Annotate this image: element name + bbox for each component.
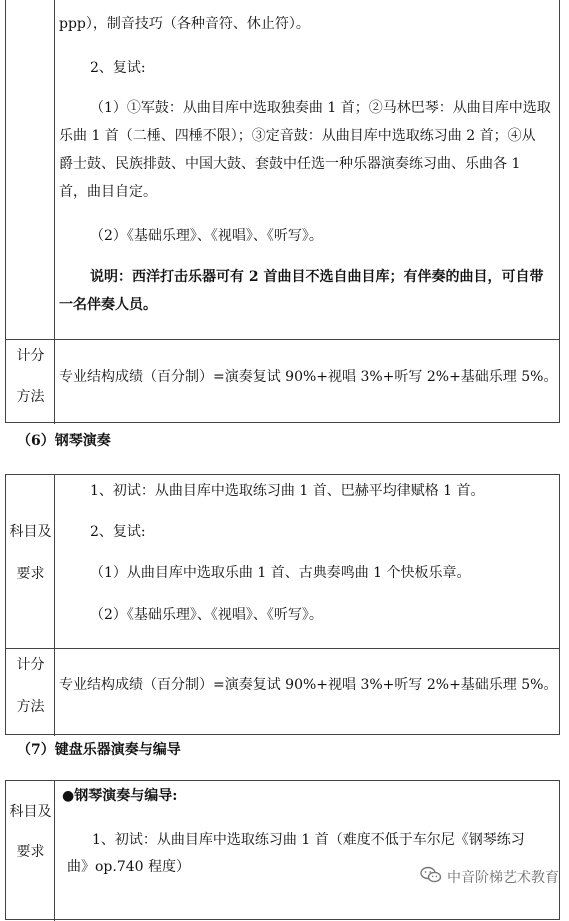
score-row <box>6 339 559 424</box>
requirements-row <box>6 0 559 339</box>
note-line-1: 说明：西洋打击乐器可有 2 首曲目不选自曲目库；有伴奏的曲目，可自带 <box>90 269 544 285</box>
retest-item-2: （2）《基础乐理》、《视唱》、《听写》。 <box>90 607 323 623</box>
requirements-label-cell <box>6 781 55 921</box>
retest-item-1: （1）从曲目库中选取乐曲 1 首、古典奏鸣曲 1 个快板乐章。 <box>90 565 471 581</box>
section6-heading: （6）钢琴演奏 <box>17 433 111 449</box>
sub-heading: ●钢琴演奏与编导: <box>62 788 178 804</box>
retest-item-1-line-4: 首，曲目自定。 <box>59 184 157 200</box>
retest-heading: 2、复试: <box>90 60 146 76</box>
score-text: 专业结构成绩（百分制）=演奏复试 90%+视唱 3%+听写 2%+基础乐理 5%。 <box>59 677 558 693</box>
watermark <box>420 866 559 888</box>
retest-heading: 2、复试: <box>90 524 146 540</box>
score-label-line-1: 计分 <box>16 657 45 673</box>
watermark-text: 中音阶梯艺术教育 <box>447 870 559 886</box>
initial-test-line-1: 1、初试：从曲目库中选取练习曲 1 首（难度不低于车尔尼《钢琴练习 <box>92 832 525 848</box>
subject-label-line-1: 科目及 <box>9 804 52 820</box>
retest-item-1-line-3: 爵士鼓、民族排鼓、中国大鼓、套鼓中任选一种乐器演奏练习曲、乐曲各 1 <box>59 156 521 172</box>
requirements-text: ppp），制音技巧（各种音符、休止符）。 <box>59 16 310 32</box>
score-label-line-2: 方法 <box>16 699 45 715</box>
score-text: 专业结构成绩（百分制）=演奏复试 90%+视唱 3%+听写 2%+基础乐理 5%。 <box>59 369 558 385</box>
subject-label-line-2: 要求 <box>16 566 45 582</box>
subject-label-line-2: 要求 <box>16 844 45 860</box>
score-label-cell <box>6 649 55 736</box>
initial-test-line-2: 曲》op.740 程度） <box>67 859 191 875</box>
wechat-icon <box>420 866 442 888</box>
requirements-label-cell <box>6 0 55 339</box>
section7-heading: （7）键盘乐器演奏与编导 <box>17 742 181 758</box>
requirements-label-cell <box>6 475 55 648</box>
subject-label-line-1: 科目及 <box>9 524 52 540</box>
retest-item-1-line-2: 乐曲 1 首（二棰、四棰不限）；③定音鼓：从曲目库中选取练习曲 2 首；④从 <box>59 128 536 144</box>
score-label-cell <box>6 340 55 424</box>
retest-item-2: （2）《基础乐理》、《视唱》、《听写》。 <box>90 228 323 244</box>
initial-test-text: 1、初试：从曲目库中选取练习曲 1 首、巴赫平均律赋格 1 首。 <box>90 483 485 499</box>
score-label-line-1: 计分 <box>16 348 45 364</box>
requirements-row <box>6 475 559 648</box>
section7-table <box>5 780 560 920</box>
requirements-row <box>6 781 559 921</box>
note-line-2: 一名伴奏人员。 <box>59 297 157 313</box>
score-row <box>6 648 559 736</box>
score-label-line-2: 方法 <box>16 389 45 405</box>
section6-table <box>5 474 560 735</box>
section5-table <box>5 0 560 423</box>
retest-item-1-line-1: （1）①军鼓：从曲目库中选取独奏曲 1 首；②马林巴琴：从曲目库中选取 <box>90 100 551 116</box>
